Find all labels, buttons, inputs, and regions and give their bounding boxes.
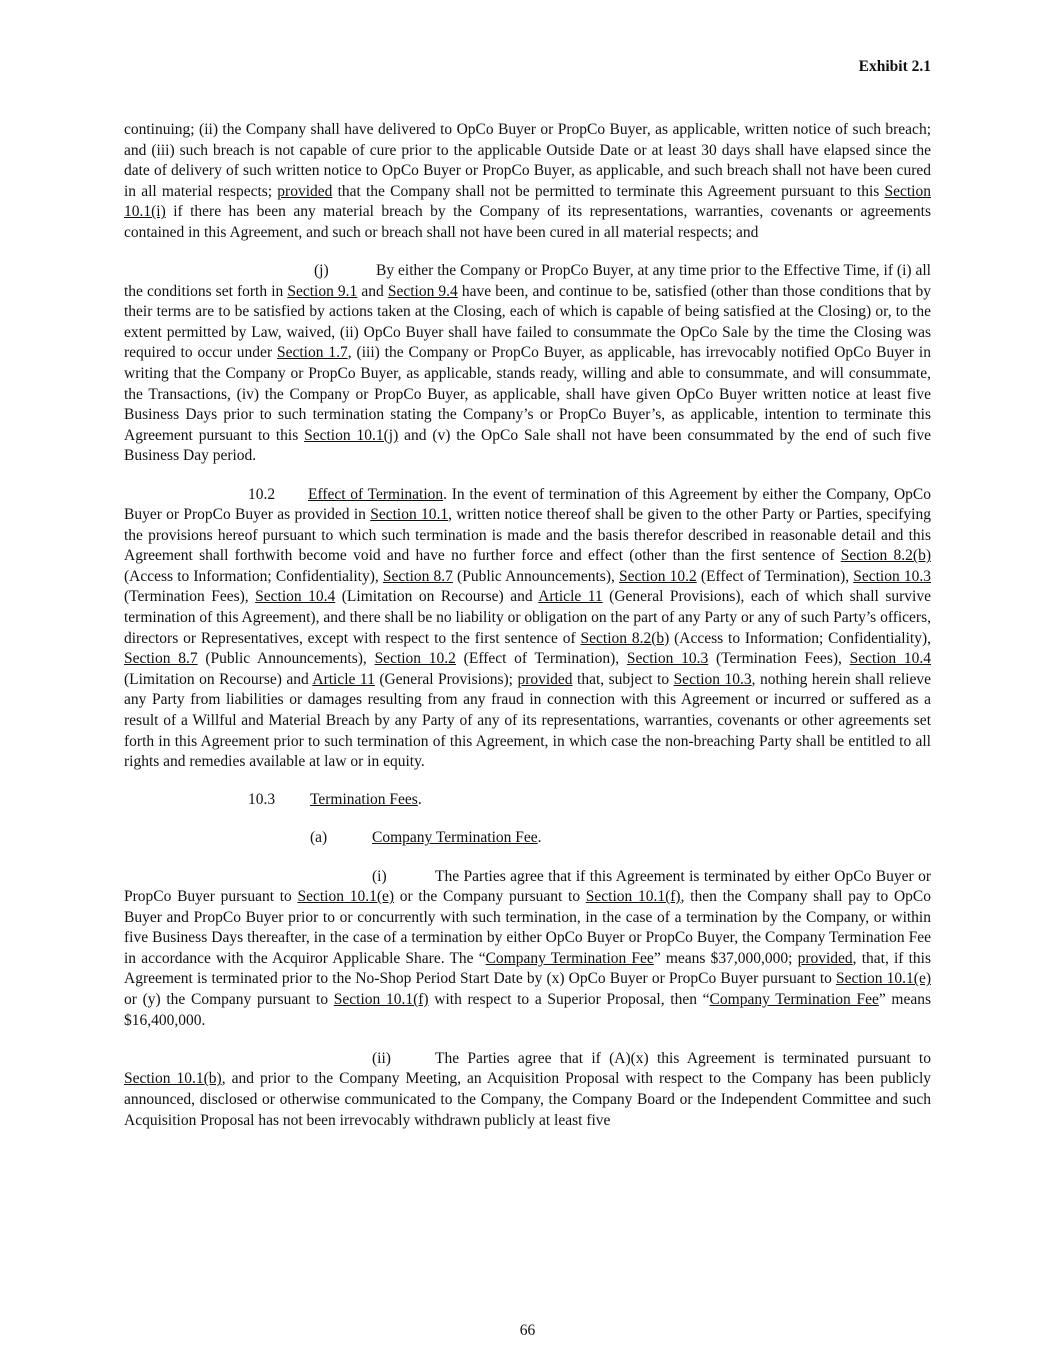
section-ref-link: Section 10.1(f) bbox=[585, 888, 681, 906]
clause-label: (a) bbox=[310, 829, 328, 847]
provided-term: provided bbox=[797, 949, 853, 967]
document-body bbox=[124, 120, 931, 1149]
paragraph-10-3-a-i: (i) The Parties agree that if this Agreement is terminated by either OpCo Buyer or PropCo Buyer pursuant to Section 10.1(e) or the Company pursuant to Section 10.1(f), then the Company shall pay to OpCo Buyer and PropCo Buyer prior to or concurrently with such termination, in the case of a termination by the Company, or within five Business Days thereafter, in the case of a termination by either OpCo Buyer or PropCo Buyer, the Company Termination Fee in accordance with the Acquiror Applicable Share. The “Company Termination Fee” means $37,000,000; provided, that, if this Agreement is terminated prior to the No-Shop Period Start Date by (x) OpCo Buyer or PropCo Buyer pursuant to Section 10.1(e) or (y) the Company pursuant to Section 10.1(f) with respect to a Superior Proposal, then “Company Termination Fee” means $16,400,000. bbox=[124, 867, 932, 1029]
paragraph-10-3-a-ii: (ii) The Parties agree that if (A)(x) this Agreement is terminated pursuant to Section 10.1(b), and prior to the Company Meeting, an Acquisition Proposal with respect to the Company has been publicly announced, disclosed or otherwise communicated to the Company, the Company Board or the Independent Committee and such Acquisition Proposal has not been irrevocably withdrawn publicly at least five bbox=[124, 1049, 931, 1129]
paragraph-10-1-i-continuation: continuing; (ii) the Company shall have delivered to OpCo Buyer or PropCo Buyer, as applicable, written notice of such breach; and (iii) such breach is not capable of cure prior to the applicable Outside Date or at least 30 days shall have elapsed since the date of delivery of such written notice to OpCo Buyer or PropCo Buyer, as applicable, and such breach shall not have been cured in all material respects; provided that the Company shall not be permitted to terminate this Agreement pursuant to this Section 10.1(i) if there has been any material breach by the Company of its representations, warranties, covenants or agreements contained in this Agreement, and such or breach shall not have been cured in all material respects; and bbox=[124, 121, 931, 241]
article-ref-link: Article 11 bbox=[538, 588, 603, 606]
heading-10-3: 10.3 Termination Fees. bbox=[124, 790, 931, 811]
section-ref-link: Section 8.2(b) bbox=[580, 629, 670, 647]
section-ref-link: Section 10.4 bbox=[849, 650, 932, 668]
section-ref-link: Section 8.2(b) bbox=[840, 547, 931, 565]
section-number: 10.2 bbox=[248, 485, 276, 503]
section-ref-link: Section 10.1(b) bbox=[124, 1070, 222, 1088]
section-number: 10.3 bbox=[248, 791, 276, 809]
provided-term: provided bbox=[517, 670, 573, 688]
section-ref-link: Section 10.1(f) bbox=[333, 991, 429, 1009]
section-heading: Company Termination Fee bbox=[372, 829, 538, 847]
clause-label: (ii) bbox=[372, 1049, 391, 1067]
section-ref-link: Section 10.1(i) bbox=[124, 182, 931, 221]
section-ref-link: Section 1.7 bbox=[277, 344, 348, 362]
section-ref-link: Section 10.2 bbox=[619, 567, 697, 585]
section-ref-link: Section 10.3 bbox=[853, 567, 932, 585]
heading-10-3-a: (a) Company Termination Fee. bbox=[124, 828, 931, 849]
section-ref-link: Section 9.4 bbox=[387, 282, 458, 300]
article-ref-link: Article 11 bbox=[312, 670, 375, 688]
section-ref-link: Section 8.7 bbox=[382, 567, 453, 585]
provided-term: provided bbox=[277, 182, 333, 200]
section-ref-link: Section 10.3 bbox=[626, 650, 709, 668]
paragraph-10-1-j: (j) By either the Company or PropCo Buyer, at any time prior to the Effective Time, if (i) all the conditions set forth in Section 9.1 and Section 9.4 have been, and continue to be, satisfied (other than those conditions that by their terms are to be satisfied by actions taken at the Closing, each of which is capable of being satisfied at the Closing) or, to the extent permitted by Law, waived, (ii) OpCo Buyer shall have failed to consummate the OpCo Sale by the time the Closing was required to occur under Section 1.7, (iii) the Company or PropCo Buyer, as applicable, has irrevocably notified OpCo Buyer in writing that the Company or PropCo Buyer, as applicable, stands ready, willing and able to consummate, and will consummate, the Transactions, (iv) the Company or PropCo Buyer, as applicable, shall have given OpCo Buyer written notice at least five Business Days prior to such termination stating the Company’s or PropCo Buyer’s, as applicable, intention to terminate this Agreement pursuant to this Section 10.1(j) and (v) the OpCo Sale shall not have been consummated by the end of such five Business Day period. bbox=[124, 262, 931, 465]
section-ref-link: Section 10.4 bbox=[255, 588, 336, 606]
section-ref-link: Section 10.3 bbox=[673, 670, 752, 688]
section-ref-link: Section 10.1(j) bbox=[304, 426, 399, 444]
defined-term: Company Termination Fee bbox=[709, 991, 879, 1009]
section-ref-link: Section 8.7 bbox=[124, 650, 198, 668]
exhibit-label: Exhibit 2.1 bbox=[858, 58, 931, 75]
section-heading: Termination Fees bbox=[310, 791, 418, 809]
section-ref-link: Section 10.1(e) bbox=[297, 888, 395, 906]
section-ref-link: Section 10.2 bbox=[374, 650, 456, 668]
section-ref-link: Section 9.1 bbox=[287, 282, 358, 300]
defined-term: Company Termination Fee bbox=[485, 949, 654, 967]
section-heading: Effect of Termination bbox=[308, 485, 444, 503]
clause-label: (j) bbox=[314, 262, 329, 280]
paragraph-10-2: 10.2 Effect of Termination. In the event of termination of this Agreement by either the Company, OpCo Buyer or PropCo Buyer as provided in Section 10.1, written notice thereof shall be given to the other Party or Parties, specifying the provisions hereof pursuant to which such termination is made and the basis therefor described in reasonable detail and this Agreement shall forthwith become void and have no further force and effect (other than the first sentence of Section 8.2(b) (Access to Information; Confidentiality), Section 8.7 (Public Announcements), Section 10.2 (Effect of Termination), Section 10.3 (Termination Fees), Section 10.4 (Limitation on Recourse) and Article 11 (General Provisions), each of which shall survive termination of this Agreement), and there shall be no liability or obligation on the part of any Party or any of such Party’s officers, directors or Representatives, except with respect to the first sentence of Section 8.2(b) (Access to Information; Confidentiality), Section 8.7 (Public Announcements), Section 10.2 (Effect of Termination), Section 10.3 (Termination Fees), Section 10.4 (Limitation on Recourse) and Article 11 (General Provisions); provided that, subject to Section 10.3, nothing herein shall relieve any Party from liabilities or damages resulting from any fraud in connection with this Agreement or incurred or suffered as a result of a Willful and Material Breach by any Party of any of its representations, warranties, covenants or other agreements set forth in this Agreement prior to such termination of this Agreement, in which case the non-breaching Party shall be entitled to all rights and remedies available at law or in equity. bbox=[124, 485, 932, 771]
page-number: 66 bbox=[519, 1322, 536, 1339]
section-ref-link: Section 10.1(e) bbox=[836, 970, 931, 988]
section-ref-link: Section 10.1 bbox=[370, 506, 449, 524]
clause-label: (i) bbox=[372, 867, 387, 885]
